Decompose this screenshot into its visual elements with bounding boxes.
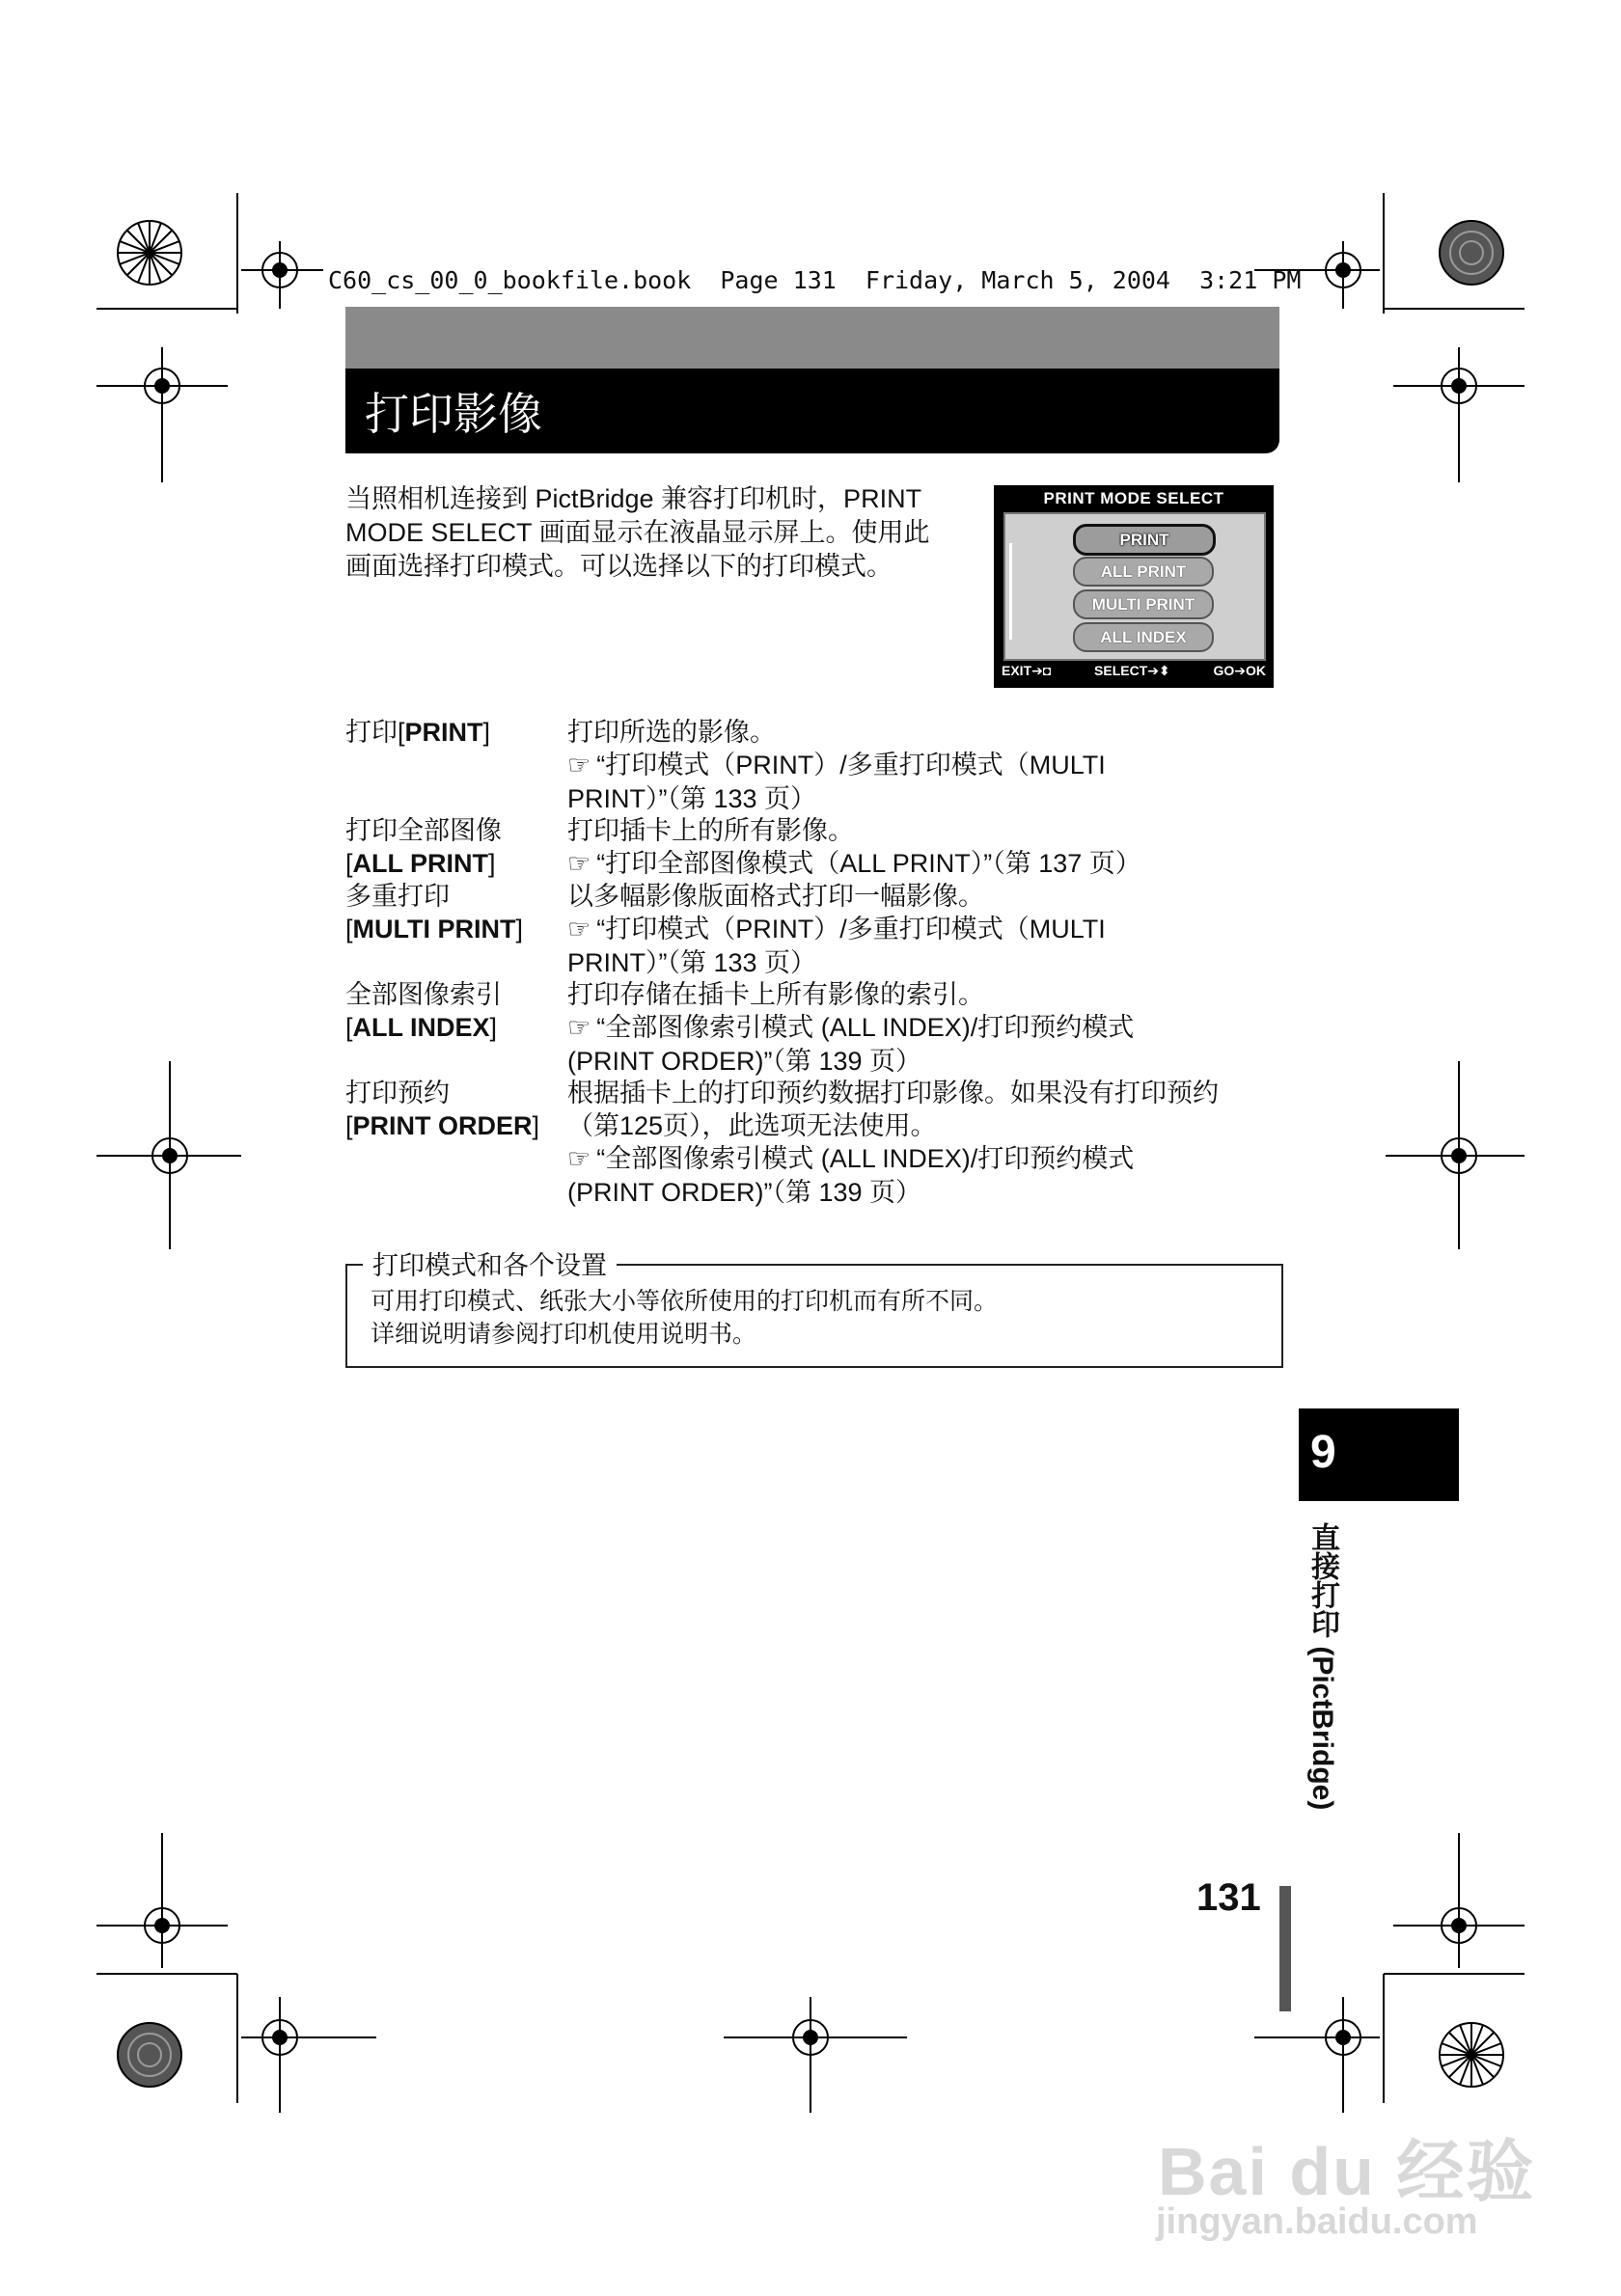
mode-term-cn: 打印全部图像 <box>345 816 502 845</box>
watermark-url: jingyan.baidu.com <box>1156 2201 1478 2242</box>
mode-term: 打印全部图像 [ALL PRINT] <box>345 816 502 878</box>
mode-term: 打印预约 [PRINT ORDER] <box>345 1079 540 1140</box>
mode-desc-line: 根据插卡上的打印预约数据打印影像。如果没有打印预约 <box>567 1079 1219 1107</box>
lcd-footer <box>1002 663 1266 679</box>
reference-icon: ☞ <box>567 849 591 879</box>
lcd-option-print: PRINT <box>1073 524 1216 556</box>
reference-icon: ☞ <box>567 915 591 944</box>
mode-desc-line: “打印模式（PRINT）/多重打印模式（MULTI <box>596 751 1106 779</box>
mode-desc-line: “打印模式（PRINT）/多重打印模式（MULTI <box>596 915 1106 943</box>
mode-desc <box>567 880 1262 979</box>
lcd-select-hint: SELECT➔⬍ <box>1094 663 1170 678</box>
lcd-go-hint: GO➔OK <box>1213 663 1266 678</box>
registration-mark-icon <box>96 193 323 482</box>
mode-term: 多重打印 [MULTI PRINT] <box>345 882 524 943</box>
mode-desc-line: 打印所选的影像。 <box>567 718 776 747</box>
mode-term: 打印[PRINT] <box>345 718 491 747</box>
mode-term-cn: 多重打印 <box>345 882 450 911</box>
registration-mark-icon <box>1254 1833 1525 2113</box>
page-number-bar <box>1279 1886 1291 2011</box>
mode-desc-line: 打印插卡上的所有影像。 <box>567 816 854 845</box>
registration-mark-icon <box>1254 193 1525 482</box>
note-box <box>345 1251 1283 1368</box>
mode-desc-line: “打印全部图像模式（ALL PRINT）”（第 137 页） <box>596 849 1141 878</box>
page-title: 打印影像 <box>365 388 542 440</box>
lcd-screen-illustration <box>994 485 1274 688</box>
intro-line: 当照相机连接到 PictBridge 兼容打印机时，PRINT <box>345 484 922 513</box>
note-body <box>371 1285 998 1351</box>
mode-desc-line: “全部图像索引模式 (ALL INDEX)/打印预约模式 <box>596 1144 1135 1173</box>
registration-mark-icon <box>724 1997 907 2113</box>
mode-term-cn: 打印预约 <box>345 1079 450 1107</box>
chapter-label: 直接打印 (PictBridge) <box>1306 1522 1338 1811</box>
intro-line: 画面选择打印模式。可以选择以下的打印模式。 <box>345 552 893 581</box>
mode-term-en: MULTI PRINT <box>352 915 516 943</box>
note-title: 打印模式和各个设置 <box>363 1244 617 1282</box>
lcd-title: PRINT MODE SELECT <box>1043 489 1224 507</box>
mode-desc-line: (PRINT ORDER)”（第 139 页） <box>567 1178 922 1207</box>
mode-term-en: ALL PRINT <box>352 849 489 878</box>
mode-desc-line: 打印存储在插卡上所有影像的索引。 <box>567 980 984 1009</box>
registration-mark-icon <box>96 1833 376 2113</box>
mode-desc <box>567 814 1262 881</box>
page-number: 131 <box>1196 1876 1261 1919</box>
mode-term-cn: 打印 <box>345 718 398 747</box>
mode-desc <box>567 978 1262 1078</box>
mode-desc-line: “全部图像索引模式 (ALL INDEX)/打印预约模式 <box>596 1013 1135 1042</box>
mode-desc-line: (PRINT ORDER)”（第 139 页） <box>567 1047 922 1076</box>
mode-desc-line: PRINT）”（第 133 页） <box>567 948 817 977</box>
intro-line: MODE SELECT 画面显示在液晶显示屏上。使用此 <box>345 518 930 547</box>
note-line: 可用打印模式、纸张大小等依所使用的打印机而有所不同。 <box>371 1288 999 1315</box>
reference-icon: ☞ <box>567 751 591 780</box>
mode-desc-line: 以多幅影像版面格式打印一幅影像。 <box>567 882 984 911</box>
mode-desc-line: PRINT）”（第 133 页） <box>567 784 817 813</box>
intro-paragraph <box>345 482 963 584</box>
file-info-line: C60_cs_00_0_bookfile.book Page 131 Friday, March 5, 2004 3:21 PM <box>328 266 1302 294</box>
mode-desc-line: （第125页），此选项无法使用。 <box>567 1111 937 1140</box>
mode-desc <box>567 1077 1262 1209</box>
title-band-gray <box>345 307 1279 369</box>
lcd-option-all-index: ALL INDEX <box>1073 622 1214 652</box>
watermark-logo: Bai du 经验 <box>1158 2134 1536 2209</box>
lcd-menu <box>1003 512 1266 661</box>
mode-term-en: PRINT <box>404 718 483 747</box>
mode-term-en: ALL INDEX <box>352 1013 490 1042</box>
chapter-tab <box>1299 1408 1459 1501</box>
mode-term-cn: 全部图像索引 <box>345 980 502 1009</box>
lcd-option-multi-print: MULTI PRINT <box>1073 589 1214 619</box>
note-line: 详细说明请参阅打印机使用说明书。 <box>371 1321 757 1348</box>
chapter-number: 9 <box>1310 1427 1336 1478</box>
mode-desc <box>567 716 1262 815</box>
reference-icon: ☞ <box>567 1144 591 1174</box>
lcd-exit-hint: EXIT➔◘ <box>1002 663 1052 678</box>
lcd-scrollbar <box>1009 543 1012 640</box>
reference-icon: ☞ <box>567 1013 591 1043</box>
mode-term: 全部图像索引 [ALL INDEX] <box>345 980 502 1042</box>
mode-term-en: PRINT ORDER <box>352 1111 533 1140</box>
lcd-option-all-print: ALL PRINT <box>1073 557 1214 587</box>
